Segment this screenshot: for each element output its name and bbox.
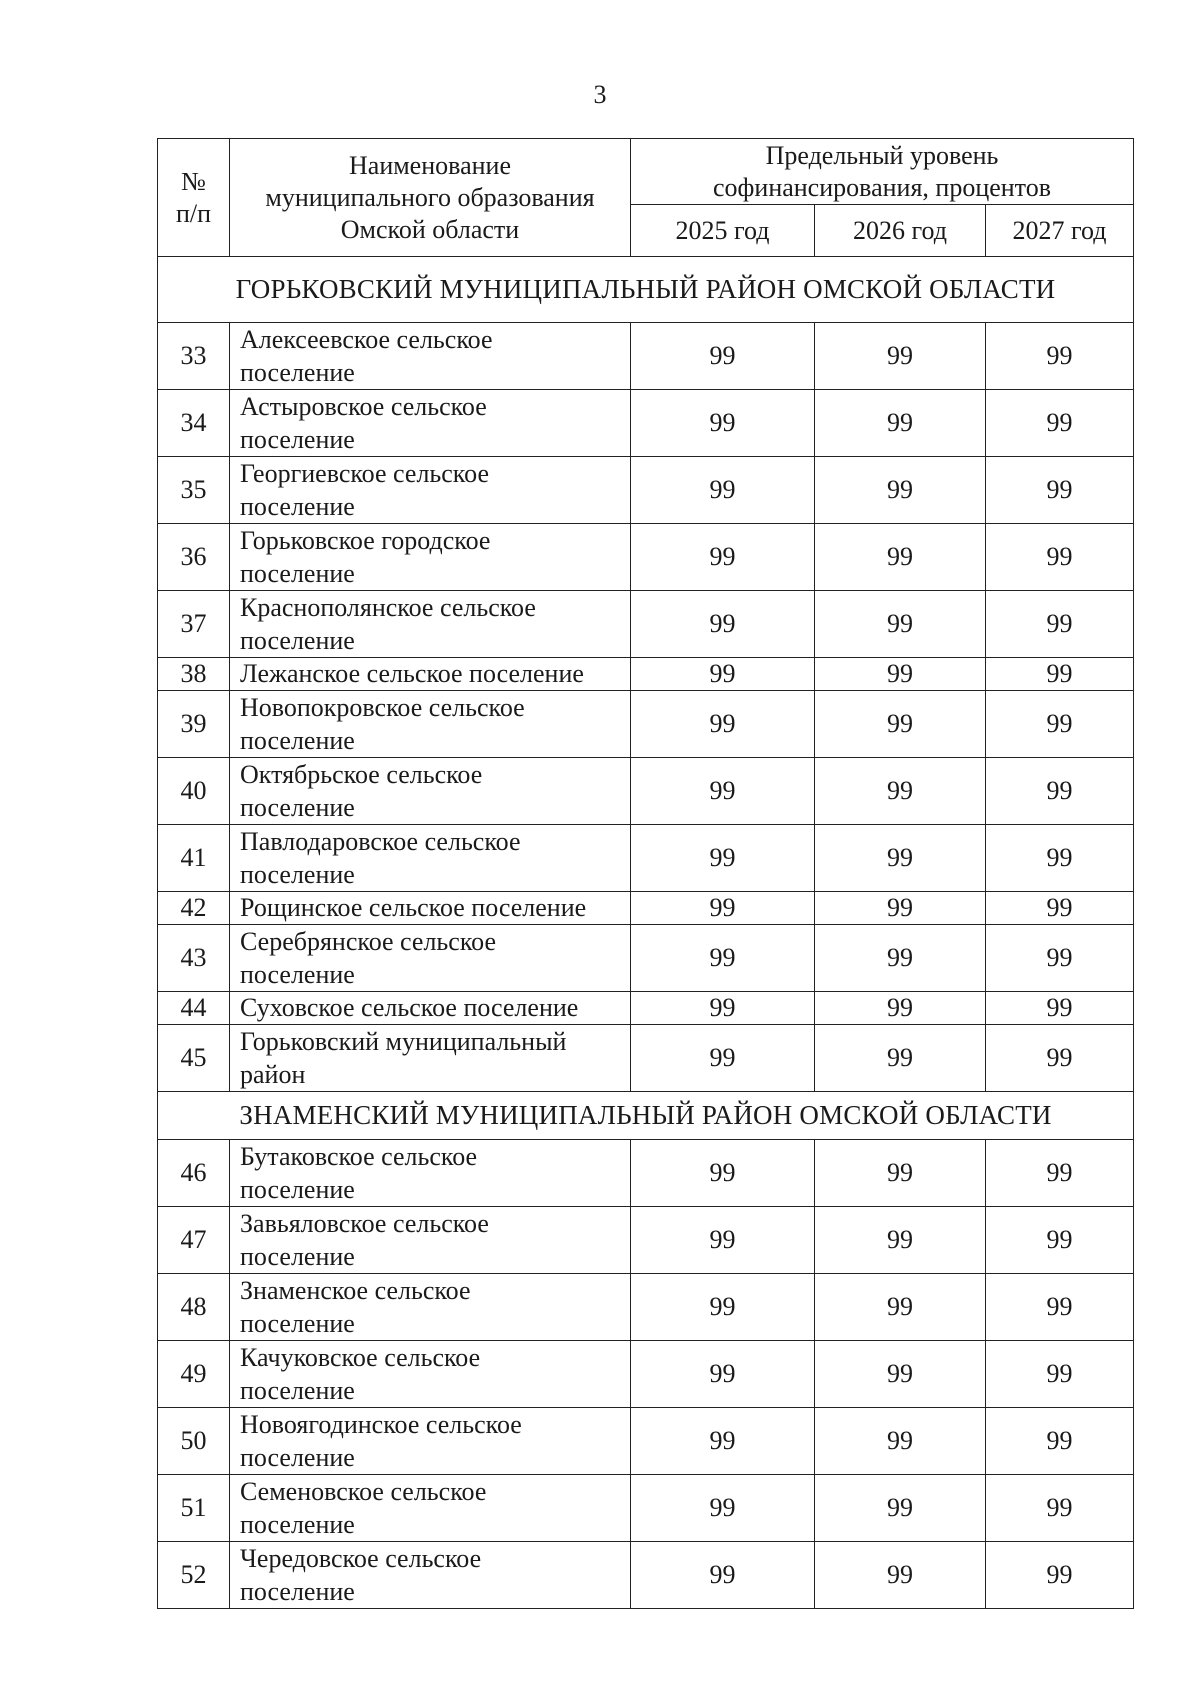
cofinancing-value-2026: 99 — [815, 658, 986, 691]
municipality-name-line: Горьковский муниципальный — [240, 1027, 567, 1056]
municipality-name-line: поселение — [240, 1175, 355, 1204]
header-name-line: Наименование — [349, 150, 511, 180]
table-row — [158, 1475, 1134, 1542]
cofinancing-value-2027: 99 — [986, 892, 1134, 925]
cofinancing-value-2025: 99 — [631, 1341, 815, 1408]
row-number: 50 — [158, 1408, 230, 1475]
municipality-name-line: Новоягодинское сельское — [240, 1410, 522, 1439]
cofinancing-value-2027: 99 — [986, 457, 1134, 524]
municipality-name — [230, 658, 631, 691]
cofinancing-value-2026: 99 — [815, 323, 986, 390]
header-name — [230, 139, 631, 257]
cofinancing-value-2026: 99 — [815, 691, 986, 758]
municipality-name-line: Завьяловское сельское — [240, 1209, 489, 1238]
header-year: 2025 год — [631, 205, 815, 257]
cofinancing-value-2027: 99 — [986, 1542, 1134, 1609]
municipality-name — [230, 1408, 631, 1475]
cofinancing-value-2026: 99 — [815, 1341, 986, 1408]
municipality-name — [230, 1140, 631, 1207]
table-row — [158, 758, 1134, 825]
header-level — [631, 139, 1134, 205]
municipality-name-line: поселение — [240, 626, 355, 655]
cofinancing-value-2025: 99 — [631, 1475, 815, 1542]
cofinancing-value-2026: 99 — [815, 524, 986, 591]
table-row — [158, 658, 1134, 691]
cofinancing-value-2025: 99 — [631, 1140, 815, 1207]
municipality-name-line: поселение — [240, 1376, 355, 1405]
header-name-line: муниципального образования — [265, 182, 595, 212]
cofinancing-value-2026: 99 — [815, 1475, 986, 1542]
municipality-name-line: Октябрьское сельское — [240, 760, 483, 789]
municipality-name-line: поселение — [240, 1309, 355, 1338]
row-number: 36 — [158, 524, 230, 591]
municipality-name-line: Чередовское сельское — [240, 1544, 482, 1573]
table-row — [158, 992, 1134, 1025]
cofinancing-value-2025: 99 — [631, 1274, 815, 1341]
municipality-name — [230, 691, 631, 758]
cofinancing-value-2026: 99 — [815, 758, 986, 825]
cofinancing-value-2025: 99 — [631, 691, 815, 758]
municipality-name — [230, 825, 631, 892]
section-row — [158, 257, 1134, 323]
row-number: 48 — [158, 1274, 230, 1341]
cofinancing-value-2026: 99 — [815, 825, 986, 892]
municipality-name — [230, 457, 631, 524]
table-row — [158, 1341, 1134, 1408]
municipality-name-line: поселение — [240, 793, 355, 822]
cofinancing-value-2027: 99 — [986, 825, 1134, 892]
municipality-name-line: Суховское сельское поселение — [240, 993, 579, 1022]
table-header — [158, 139, 1134, 257]
cofinancing-value-2025: 99 — [631, 524, 815, 591]
municipality-name-line: Качуковское сельское — [240, 1343, 481, 1372]
table-row — [158, 892, 1134, 925]
municipality-name — [230, 892, 631, 925]
cofinancing-value-2027: 99 — [986, 1025, 1134, 1092]
municipality-name — [230, 1274, 631, 1341]
header-num-line: п/п — [175, 198, 212, 228]
cofinancing-value-2027: 99 — [986, 992, 1134, 1025]
row-number: 49 — [158, 1341, 230, 1408]
cofinancing-value-2026: 99 — [815, 390, 986, 457]
municipality-name — [230, 524, 631, 591]
cofinancing-table — [157, 138, 1134, 1609]
cofinancing-value-2027: 99 — [986, 1408, 1134, 1475]
row-number: 38 — [158, 658, 230, 691]
table-row — [158, 1542, 1134, 1609]
municipality-name — [230, 992, 631, 1025]
municipality-name-line: район — [240, 1060, 306, 1089]
cofinancing-value-2027: 99 — [986, 691, 1134, 758]
table-row — [158, 825, 1134, 892]
municipality-name-line: Бутаковское сельское — [240, 1142, 478, 1171]
cofinancing-value-2027: 99 — [986, 1140, 1134, 1207]
municipality-name-line: поселение — [240, 559, 355, 588]
municipality-name — [230, 323, 631, 390]
table-row — [158, 691, 1134, 758]
row-number: 37 — [158, 591, 230, 658]
cofinancing-value-2027: 99 — [986, 323, 1134, 390]
municipality-name-line: Павлодаровское сельское — [240, 827, 521, 856]
page-number: 3 — [593, 80, 607, 109]
table-row — [158, 925, 1134, 992]
cofinancing-value-2025: 99 — [631, 323, 815, 390]
municipality-name-line: поселение — [240, 960, 355, 989]
cofinancing-value-2026: 99 — [815, 1542, 986, 1609]
table-row — [158, 1274, 1134, 1341]
header-num-line: № — [181, 166, 206, 196]
cofinancing-value-2026: 99 — [815, 1207, 986, 1274]
cofinancing-value-2027: 99 — [986, 524, 1134, 591]
cofinancing-value-2027: 99 — [986, 1207, 1134, 1274]
cofinancing-value-2027: 99 — [986, 1475, 1134, 1542]
row-number: 47 — [158, 1207, 230, 1274]
table-row — [158, 591, 1134, 658]
cofinancing-value-2025: 99 — [631, 390, 815, 457]
cofinancing-value-2025: 99 — [631, 1025, 815, 1092]
table-row — [158, 1025, 1134, 1092]
cofinancing-value-2026: 99 — [815, 591, 986, 658]
municipality-name-line: поселение — [240, 492, 355, 521]
cofinancing-value-2025: 99 — [631, 1207, 815, 1274]
header-year: 2027 год — [986, 205, 1134, 257]
row-number: 41 — [158, 825, 230, 892]
table-body — [158, 257, 1134, 1609]
cofinancing-value-2027: 99 — [986, 1274, 1134, 1341]
municipality-name — [230, 591, 631, 658]
municipality-name-line: Горьковское городское — [240, 526, 491, 555]
cofinancing-value-2025: 99 — [631, 992, 815, 1025]
row-number: 45 — [158, 1025, 230, 1092]
municipality-name-line: Лежанское сельское поселение — [240, 659, 584, 688]
municipality-name-line: Серебрянское сельское — [240, 927, 496, 956]
municipality-name — [230, 1025, 631, 1092]
municipality-name-line: поселение — [240, 726, 355, 755]
cofinancing-value-2026: 99 — [815, 925, 986, 992]
cofinancing-value-2025: 99 — [631, 825, 815, 892]
header-num — [158, 139, 230, 257]
cofinancing-value-2026: 99 — [815, 1274, 986, 1341]
section-title: ГОРЬКОВСКИЙ МУНИЦИПАЛЬНЫЙ РАЙОН ОМСКОЙ ОБЛАСТИ — [158, 257, 1134, 323]
municipality-name — [230, 925, 631, 992]
municipality-name-line: Алексеевское сельское — [240, 325, 493, 354]
cofinancing-value-2025: 99 — [631, 1542, 815, 1609]
municipality-name-line: поселение — [240, 860, 355, 889]
cofinancing-value-2027: 99 — [986, 390, 1134, 457]
row-number: 40 — [158, 758, 230, 825]
cofinancing-value-2026: 99 — [815, 1140, 986, 1207]
municipality-name-line: поселение — [240, 358, 355, 387]
table-row — [158, 390, 1134, 457]
cofinancing-value-2025: 99 — [631, 758, 815, 825]
row-number: 39 — [158, 691, 230, 758]
cofinancing-value-2025: 99 — [631, 658, 815, 691]
municipality-name — [230, 1341, 631, 1408]
cofinancing-value-2026: 99 — [815, 892, 986, 925]
cofinancing-value-2027: 99 — [986, 591, 1134, 658]
cofinancing-value-2027: 99 — [986, 925, 1134, 992]
municipality-name-line: поселение — [240, 1443, 355, 1472]
row-number: 34 — [158, 390, 230, 457]
header-level-line: софинансирования, процентов — [713, 172, 1051, 202]
table-row — [158, 1408, 1134, 1475]
cofinancing-value-2027: 99 — [986, 658, 1134, 691]
cofinancing-value-2025: 99 — [631, 457, 815, 524]
municipality-name-line: поселение — [240, 1577, 355, 1606]
cofinancing-value-2025: 99 — [631, 925, 815, 992]
cofinancing-value-2025: 99 — [631, 892, 815, 925]
municipality-name — [230, 758, 631, 825]
municipality-name-line: Астыровское сельское — [240, 392, 487, 421]
table-row — [158, 1140, 1134, 1207]
cofinancing-value-2026: 99 — [815, 992, 986, 1025]
header-level-line: Предельный уровень — [765, 140, 999, 170]
municipality-name-line: Знаменское сельское — [240, 1276, 471, 1305]
table-row — [158, 524, 1134, 591]
municipality-name-line: поселение — [240, 1510, 355, 1539]
section-title: ЗНАМЕНСКИЙ МУНИЦИПАЛЬНЫЙ РАЙОН ОМСКОЙ ОБЛАСТИ — [158, 1092, 1134, 1140]
row-number: 46 — [158, 1140, 230, 1207]
row-number: 52 — [158, 1542, 230, 1609]
row-number: 43 — [158, 925, 230, 992]
header-name-line: Омской области — [340, 214, 520, 244]
cofinancing-value-2026: 99 — [815, 1025, 986, 1092]
municipality-name — [230, 1207, 631, 1274]
row-number: 33 — [158, 323, 230, 390]
cofinancing-value-2027: 99 — [986, 1341, 1134, 1408]
row-number: 42 — [158, 892, 230, 925]
municipality-name-line: Новопокровское сельское — [240, 693, 525, 722]
municipality-name — [230, 1542, 631, 1609]
municipality-name — [230, 1475, 631, 1542]
municipality-name-line: Рощинское сельское поселение — [240, 893, 587, 922]
municipality-name-line: поселение — [240, 1242, 355, 1271]
municipality-name-line: Георгиевское сельское — [240, 459, 489, 488]
cofinancing-value-2027: 99 — [986, 758, 1134, 825]
municipality-name-line: поселение — [240, 425, 355, 454]
row-number: 51 — [158, 1475, 230, 1542]
municipality-name-line: Семеновское сельское — [240, 1477, 487, 1506]
cofinancing-value-2026: 99 — [815, 457, 986, 524]
table-row — [158, 323, 1134, 390]
table-row — [158, 457, 1134, 524]
municipality-name — [230, 390, 631, 457]
table-row — [158, 1207, 1134, 1274]
row-number: 44 — [158, 992, 230, 1025]
section-row — [158, 1092, 1134, 1140]
cofinancing-value-2025: 99 — [631, 1408, 815, 1475]
header-year: 2026 год — [815, 205, 986, 257]
cofinancing-value-2026: 99 — [815, 1408, 986, 1475]
cofinancing-value-2025: 99 — [631, 591, 815, 658]
row-number: 35 — [158, 457, 230, 524]
municipality-name-line: Краснополянское сельское — [240, 593, 536, 622]
